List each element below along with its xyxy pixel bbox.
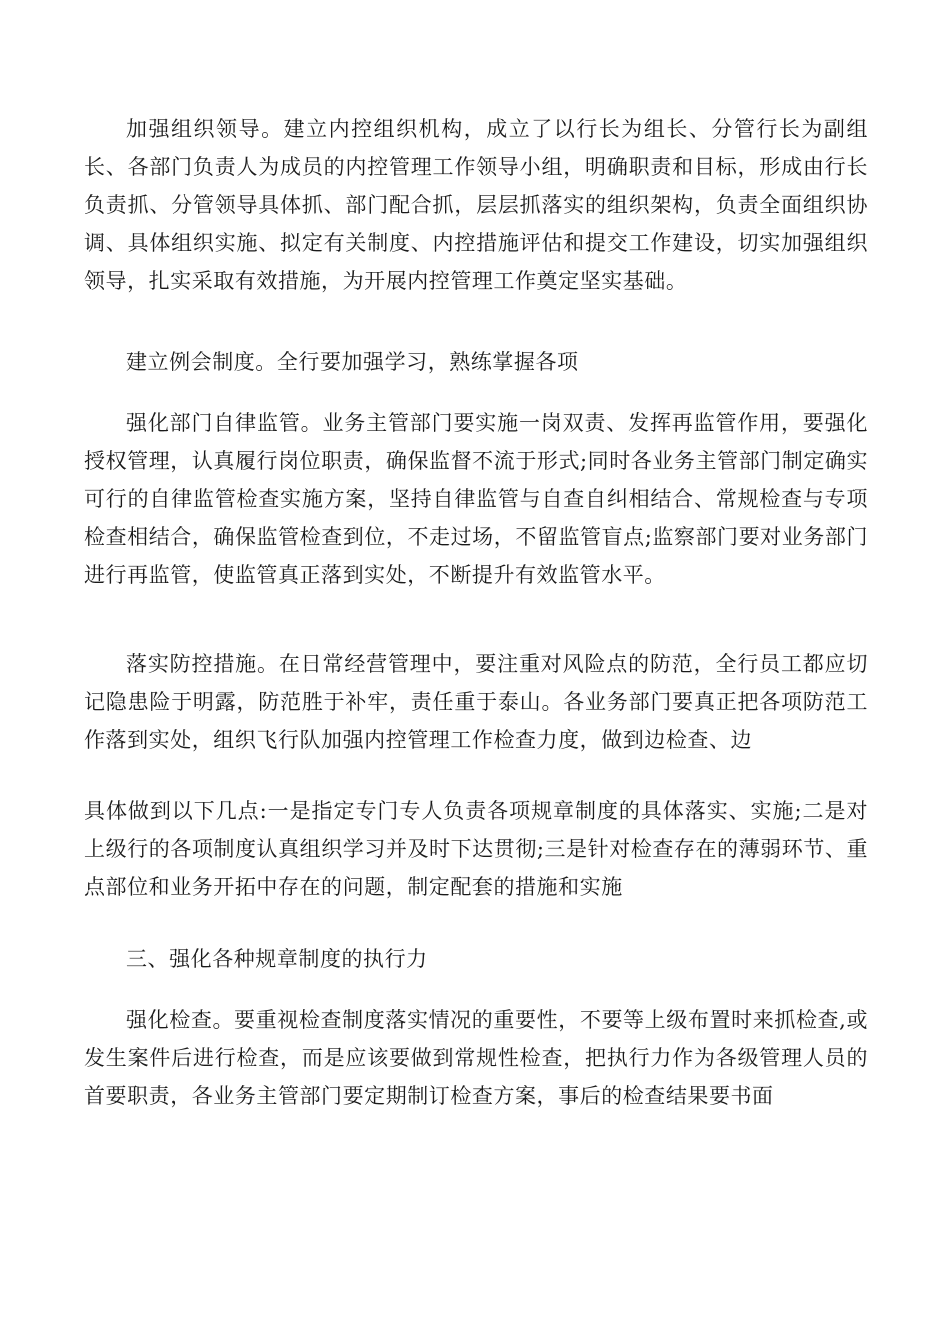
paragraph-organization-leadership: 加强组织领导。建立内控组织机构，成立了以行长为组长、分管行长为副组长、各部门负责人为成员的内控管理工作领导小组，明确职责和目标，形成由行长负责抓、分管领导具体抓、部门配合抓，层层抓落实的组织架构，负责全面组织协调、具体组织实施、拟定有关制度、内控措施评估和提交工作建设，切实加强组织领导，扎实采取有效措施，为开展内控管理工作奠定坚实基础。 <box>84 117 868 293</box>
paragraph-meeting-system: 建立例会制度。全行要加强学习，熟练掌握各项 <box>126 350 579 374</box>
paragraph-prevention-measures: 落实防控措施。在日常经营管理中，要注重对风险点的防范，全行员工都应切记隐患险于明露，防范胜于补牢，责任重于泰山。各业务部门要真正把各项防范工作落到实处，组织飞行队加强内控管理工作检查力度，做到边检查、边 <box>84 652 868 752</box>
paragraph-self-supervision: 强化部门自律监管。业务主管部门要实施一岗双责、发挥再监管作用，要强化授权管理，认真履行岗位职责，确保监督不流于形式;同时各业务主管部门制定确实可行的自律监管检查实施方案，坚持自律监管与自查自纠相结合、常规检查与专项检查相结合，确保监管检查到位，不走过场，不留监管盲点;监察部门要对业务部门进行再监管，使监管真正落到实处，不断提升有效监管水平。 <box>84 411 868 587</box>
paragraph-specific-points: 具体做到以下几点:一是指定专门专人负责各项规章制度的具体落实、实施;二是对上级行的各项制度认真组织学习并及时下达贯彻;三是针对检查存在的薄弱环节、重点部位和业务开拓中存在的问题，制定配套的措施和实施 <box>84 799 868 899</box>
section-heading-execution: 三、强化各种规章制度的执行力 <box>126 947 428 971</box>
paragraph-strengthen-inspection: 强化检查。要重视检查制度落实情况的重要性，不要等上级布置时来抓检查,或发生案件后进行检查，而是应该要做到常规性检查，把执行力作为各级管理人员的首要职责，各业务主管部门要定期制订检查方案，事后的检查结果要书面 <box>84 1008 868 1108</box>
